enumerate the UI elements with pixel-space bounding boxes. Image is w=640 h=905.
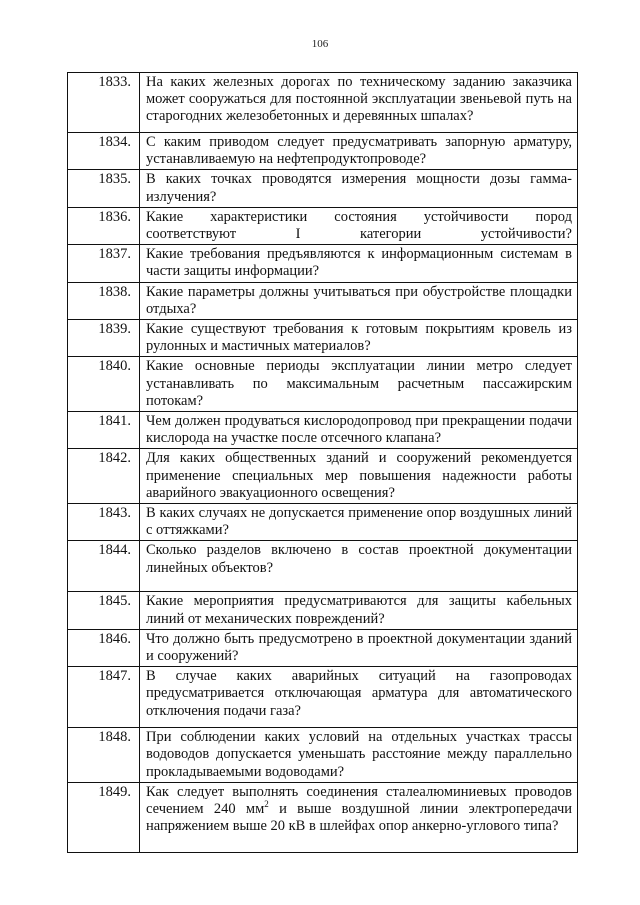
page-number: 106	[311, 38, 329, 50]
question-number: 1841.	[68, 412, 140, 449]
question-text: Какие требования предъявляются к информационным системам в части защиты информации?	[140, 245, 578, 282]
question-text: Для каких общественных зданий и сооружений рекомендуется применение специальных мер повышения надежности работы аварийного эвакуационного освещения?	[140, 449, 578, 504]
question-number: 1836.	[68, 207, 140, 244]
table-row	[68, 207, 578, 244]
question-text: Сколько разделов включено в состав проектной документации линейных объектов?	[140, 541, 578, 592]
question-text: В случае каких аварийных ситуаций на газопроводах предусматривается отключающая арматура для автоматического отключения подачи газа?	[140, 667, 578, 728]
question-number: 1845.	[68, 592, 140, 629]
question-number: 1838.	[68, 282, 140, 319]
question-text-part: и выше воздушной линии электропередачи напряжением выше 20 кВ в шлейфах опор анкерно-углового типа?	[146, 801, 572, 835]
question-number: 1833.	[68, 73, 140, 133]
question-number: 1848.	[68, 728, 140, 783]
question-number: 1847.	[68, 667, 140, 728]
question-number: 1843.	[68, 504, 140, 541]
table-row	[68, 245, 578, 282]
table-row	[68, 782, 578, 852]
question-number: 1839.	[68, 320, 140, 357]
question-text: При соблюдении каких условий на отдельных участках трассы водоводов допускается уменьшать расстояние между параллельно прокладываемыми водоводами?	[140, 728, 578, 783]
table-row	[68, 320, 578, 357]
question-text: Что должно быть предусмотрено в проектной документации зданий и сооружений?	[140, 629, 578, 666]
question-text: Какие характеристики состояния устойчивости пород соответствуют I категории устойчивости?	[140, 207, 578, 244]
question-number: 1840.	[68, 357, 140, 412]
question-number: 1849.	[68, 782, 140, 852]
question-number: 1837.	[68, 245, 140, 282]
question-text: Какие основные периоды эксплуатации линии метро следует устанавливать по максимальным расчетным пассажирским потокам?	[140, 357, 578, 412]
superscript: 2	[264, 799, 269, 810]
table-row	[68, 592, 578, 629]
table-row	[68, 728, 578, 783]
table-row	[68, 357, 578, 412]
table-row	[68, 667, 578, 728]
table-row	[68, 449, 578, 504]
question-text-part: Как следует выполнять соединения сталеалюминиевых проводов сечением 240 мм	[146, 783, 572, 818]
question-text	[140, 782, 578, 852]
question-number: 1835.	[68, 170, 140, 207]
table-row	[68, 412, 578, 449]
question-text: В каких точках проводятся измерения мощности дозы гамма-излучения?	[140, 170, 578, 207]
question-text: Какие параметры должны учитываться при обустройстве площадки отдыха?	[140, 282, 578, 319]
table-row	[68, 504, 578, 541]
question-text: В каких случаях не допускается применение опор воздушных линий с оттяжками?	[140, 504, 578, 541]
table-row	[68, 73, 578, 133]
table-row	[68, 629, 578, 666]
table-row	[68, 282, 578, 319]
table-row	[68, 541, 578, 592]
question-text: Какие мероприятия предусматриваются для защиты кабельных линий от механических повреждений?	[140, 592, 578, 629]
question-text: Какие существуют требования к готовым покрытиям кровель из рулонных и мастичных материалов?	[140, 320, 578, 357]
question-number: 1834.	[68, 133, 140, 170]
question-text: С каким приводом следует предусматривать запорную арматуру, устанавливаемую на нефтепродуктопроводе?	[140, 133, 578, 170]
questions-table	[67, 72, 578, 853]
question-text: На каких железных дорогах по техническому заданию заказчика может сооружаться для постоянной эксплуатации звеньевой путь на старогодних железобетонных и деревянных шпалах?	[140, 73, 578, 133]
question-text: Чем должен продуваться кислородопровод при прекращении подачи кислорода на участке после отсечного клапана?	[140, 412, 578, 449]
table-row	[68, 170, 578, 207]
question-number: 1844.	[68, 541, 140, 592]
question-number: 1846.	[68, 629, 140, 666]
table-row	[68, 133, 578, 170]
question-number: 1842.	[68, 449, 140, 504]
